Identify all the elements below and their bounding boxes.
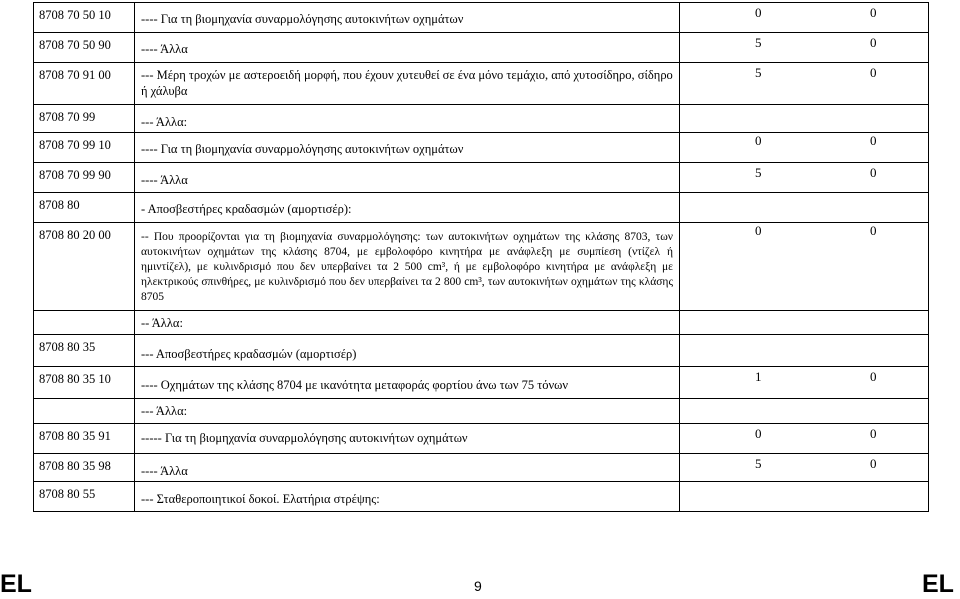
rate-cell: 5 0 <box>680 454 929 482</box>
code-cell: 8708 80 55 <box>34 482 135 512</box>
description-cell: -- Που προορίζονται για τη βιομηχανία συναρμολόγησης: των αυτοκινήτων οχημάτων της κλάσης 8703, των αυτοκινήτων οχημάτων της κλάσης 8704, με εμβολοφόρο κινητήρα με ανάφλεξη με συμπίεση (ντίζελ ή ημιντίζελ), με κυλινδρισμό που δεν υπερβαίνει τα 2 500 cm³, ή με εμβολοφόρο κινητήρα με ανάφλεξη με ηλεκτρικούς σπινθήρες, με κυλινδρισμό που δεν υπερβαίνει τα 2 800 cm³, των αυτοκινήτων οχημάτων της κλάσης 8705 <box>135 223 680 311</box>
description-cell: --- Άλλα: <box>135 399 680 424</box>
rate-cell <box>680 105 929 133</box>
rate-cell <box>680 311 929 335</box>
rate-cell: 0 0 <box>680 424 929 454</box>
table-row <box>34 335 929 367</box>
rate-cell: 0 0 <box>680 133 929 163</box>
rate-cell <box>680 482 929 512</box>
code-cell: 8708 70 50 10 <box>34 3 135 33</box>
description-cell: -- Άλλα: <box>135 311 680 335</box>
rate-cell: 5 0 <box>680 63 929 105</box>
page-number: 9 <box>474 578 482 594</box>
code-cell: 8708 80 35 <box>34 335 135 367</box>
code-cell: 8708 80 35 10 <box>34 367 135 399</box>
code-cell <box>34 399 135 424</box>
code-cell: 8708 80 20 00 <box>34 223 135 311</box>
rate-cell: 0 0 <box>680 223 929 311</box>
description-cell: ----- Για τη βιομηχανία συναρμολόγησης αυτοκινήτων οχημάτων <box>135 424 680 454</box>
description-cell: - Αποσβεστήρες κραδασμών (αμορτισέρ): <box>135 193 680 223</box>
table-row <box>34 399 929 424</box>
rate-cell <box>680 193 929 223</box>
table-row <box>34 3 929 33</box>
table-row <box>34 482 929 512</box>
table-row <box>34 163 929 193</box>
table-row <box>34 105 929 133</box>
table-row <box>34 33 929 63</box>
description-cell: ---- Άλλα <box>135 454 680 482</box>
code-cell: 8708 80 35 98 <box>34 454 135 482</box>
description-cell: --- Αποσβεστήρες κραδασμών (αμορτισέρ) <box>135 335 680 367</box>
rate-cell <box>680 335 929 367</box>
rate-cell: 0 0 <box>680 3 929 33</box>
rate-cell <box>680 399 929 424</box>
description-cell: ---- Άλλα <box>135 163 680 193</box>
table-row <box>34 223 929 311</box>
description-cell: ---- Οχημάτων της κλάσης 8704 με ικανότητα μεταφοράς φορτίου άνω των 75 τόνων <box>135 367 680 399</box>
description-cell: --- Μέρη τροχών με αστεροειδή μορφή, που έχουν χυτευθεί σε ένα μόνο τεμάχιο, από χυτοσίδηρο, σίδηρο ή χάλυβα <box>135 63 680 105</box>
code-cell: 8708 70 91 00 <box>34 63 135 105</box>
table-row <box>34 454 929 482</box>
description-cell: ---- Για τη βιομηχανία συναρμολόγησης αυτοκινήτων οχημάτων <box>135 133 680 163</box>
footer-language-right: EL <box>922 570 954 598</box>
tariff-table <box>33 2 929 512</box>
footer-language-left: EL <box>0 570 32 598</box>
code-cell: 8708 80 35 91 <box>34 424 135 454</box>
table-row <box>34 424 929 454</box>
table-row <box>34 133 929 163</box>
rate-cell: 5 0 <box>680 33 929 63</box>
description-cell: --- Άλλα: <box>135 105 680 133</box>
description-cell: --- Σταθεροποιητικοί δοκοί. Ελατήρια στρέψης: <box>135 482 680 512</box>
code-cell <box>34 311 135 335</box>
table-row <box>34 193 929 223</box>
rate-cell: 1 0 <box>680 367 929 399</box>
code-cell: 8708 80 <box>34 193 135 223</box>
table-row <box>34 367 929 399</box>
code-cell: 8708 70 99 <box>34 105 135 133</box>
code-cell: 8708 70 50 90 <box>34 33 135 63</box>
table-row <box>34 63 929 105</box>
code-cell: 8708 70 99 10 <box>34 133 135 163</box>
rate-cell: 5 0 <box>680 163 929 193</box>
description-cell: ---- Άλλα <box>135 33 680 63</box>
table-row <box>34 311 929 335</box>
description-cell: ---- Για τη βιομηχανία συναρμολόγησης αυτοκινήτων οχημάτων <box>135 3 680 33</box>
code-cell: 8708 70 99 90 <box>34 163 135 193</box>
